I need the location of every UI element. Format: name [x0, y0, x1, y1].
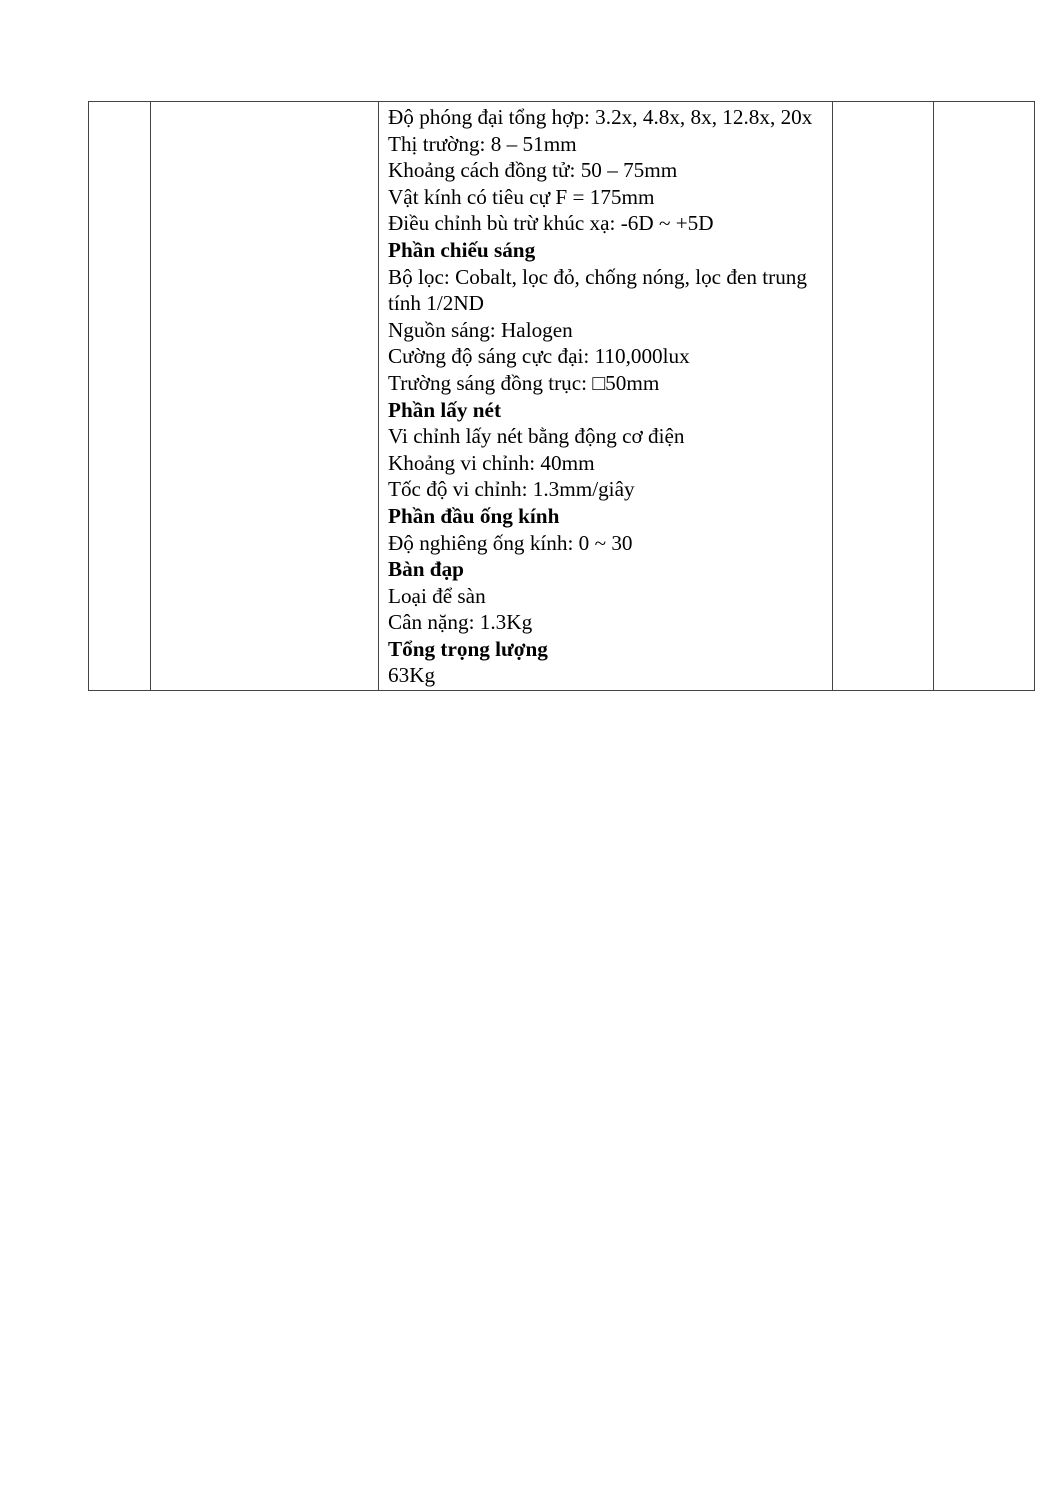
spec-section-heading: Phần chiếu sáng [388, 237, 536, 262]
spec-line: Cường độ sáng cực đại: 110,000lux [388, 344, 690, 369]
spec-line: Khoảng cách đồng tử: 50 – 75mm [388, 158, 678, 183]
spec-section-heading: Tổng trọng lượng [388, 636, 548, 661]
spec-line: 63Kg [388, 663, 436, 688]
item-name-cell [151, 102, 379, 691]
spec-line: Bộ lọc: Cobalt, lọc đỏ, chống nóng, lọc đen trung tính 1/2ND [388, 264, 813, 316]
spec-section-heading: Bàn đạp [388, 557, 464, 582]
spec-line: Độ nghiêng ống kính: 0 ~ 30 [388, 530, 633, 555]
spec-line: Tốc độ vi chỉnh: 1.3mm/giây [388, 477, 635, 502]
spec-cell [379, 102, 833, 691]
spec-line: Vật kính có tiêu cự F = 175mm [388, 184, 655, 209]
spec-line: Độ phóng đại tổng hợp: 3.2x, 4.8x, 8x, 12.8x, 20x [388, 105, 813, 129]
spec-list [388, 104, 824, 689]
spec-line: Vi chỉnh lấy nét bằng động cơ điện [388, 424, 685, 449]
spec-line: Loại để sàn [388, 583, 486, 608]
spec-line: Trường sáng đồng trục: □50mm [388, 370, 660, 395]
quantity-cell [934, 102, 1035, 691]
spec-line: Khoảng vi chỉnh: 40mm [388, 450, 595, 475]
spec-line: Điều chỉnh bù trừ khúc xạ: -6D ~ +5D [388, 211, 714, 236]
spec-line: Thị trường: 8 – 51mm [388, 131, 577, 156]
spec-line: Cân nặng: 1.3Kg [388, 610, 533, 635]
spec-table [88, 101, 1035, 691]
spec-section-heading: Phần đầu ống kính [388, 503, 560, 528]
unit-cell [833, 102, 934, 691]
spec-line: Nguồn sáng: Halogen [388, 317, 573, 342]
stt-cell [89, 102, 151, 691]
spec-section-heading: Phần lấy nét [388, 397, 502, 422]
table-row [89, 102, 1035, 691]
